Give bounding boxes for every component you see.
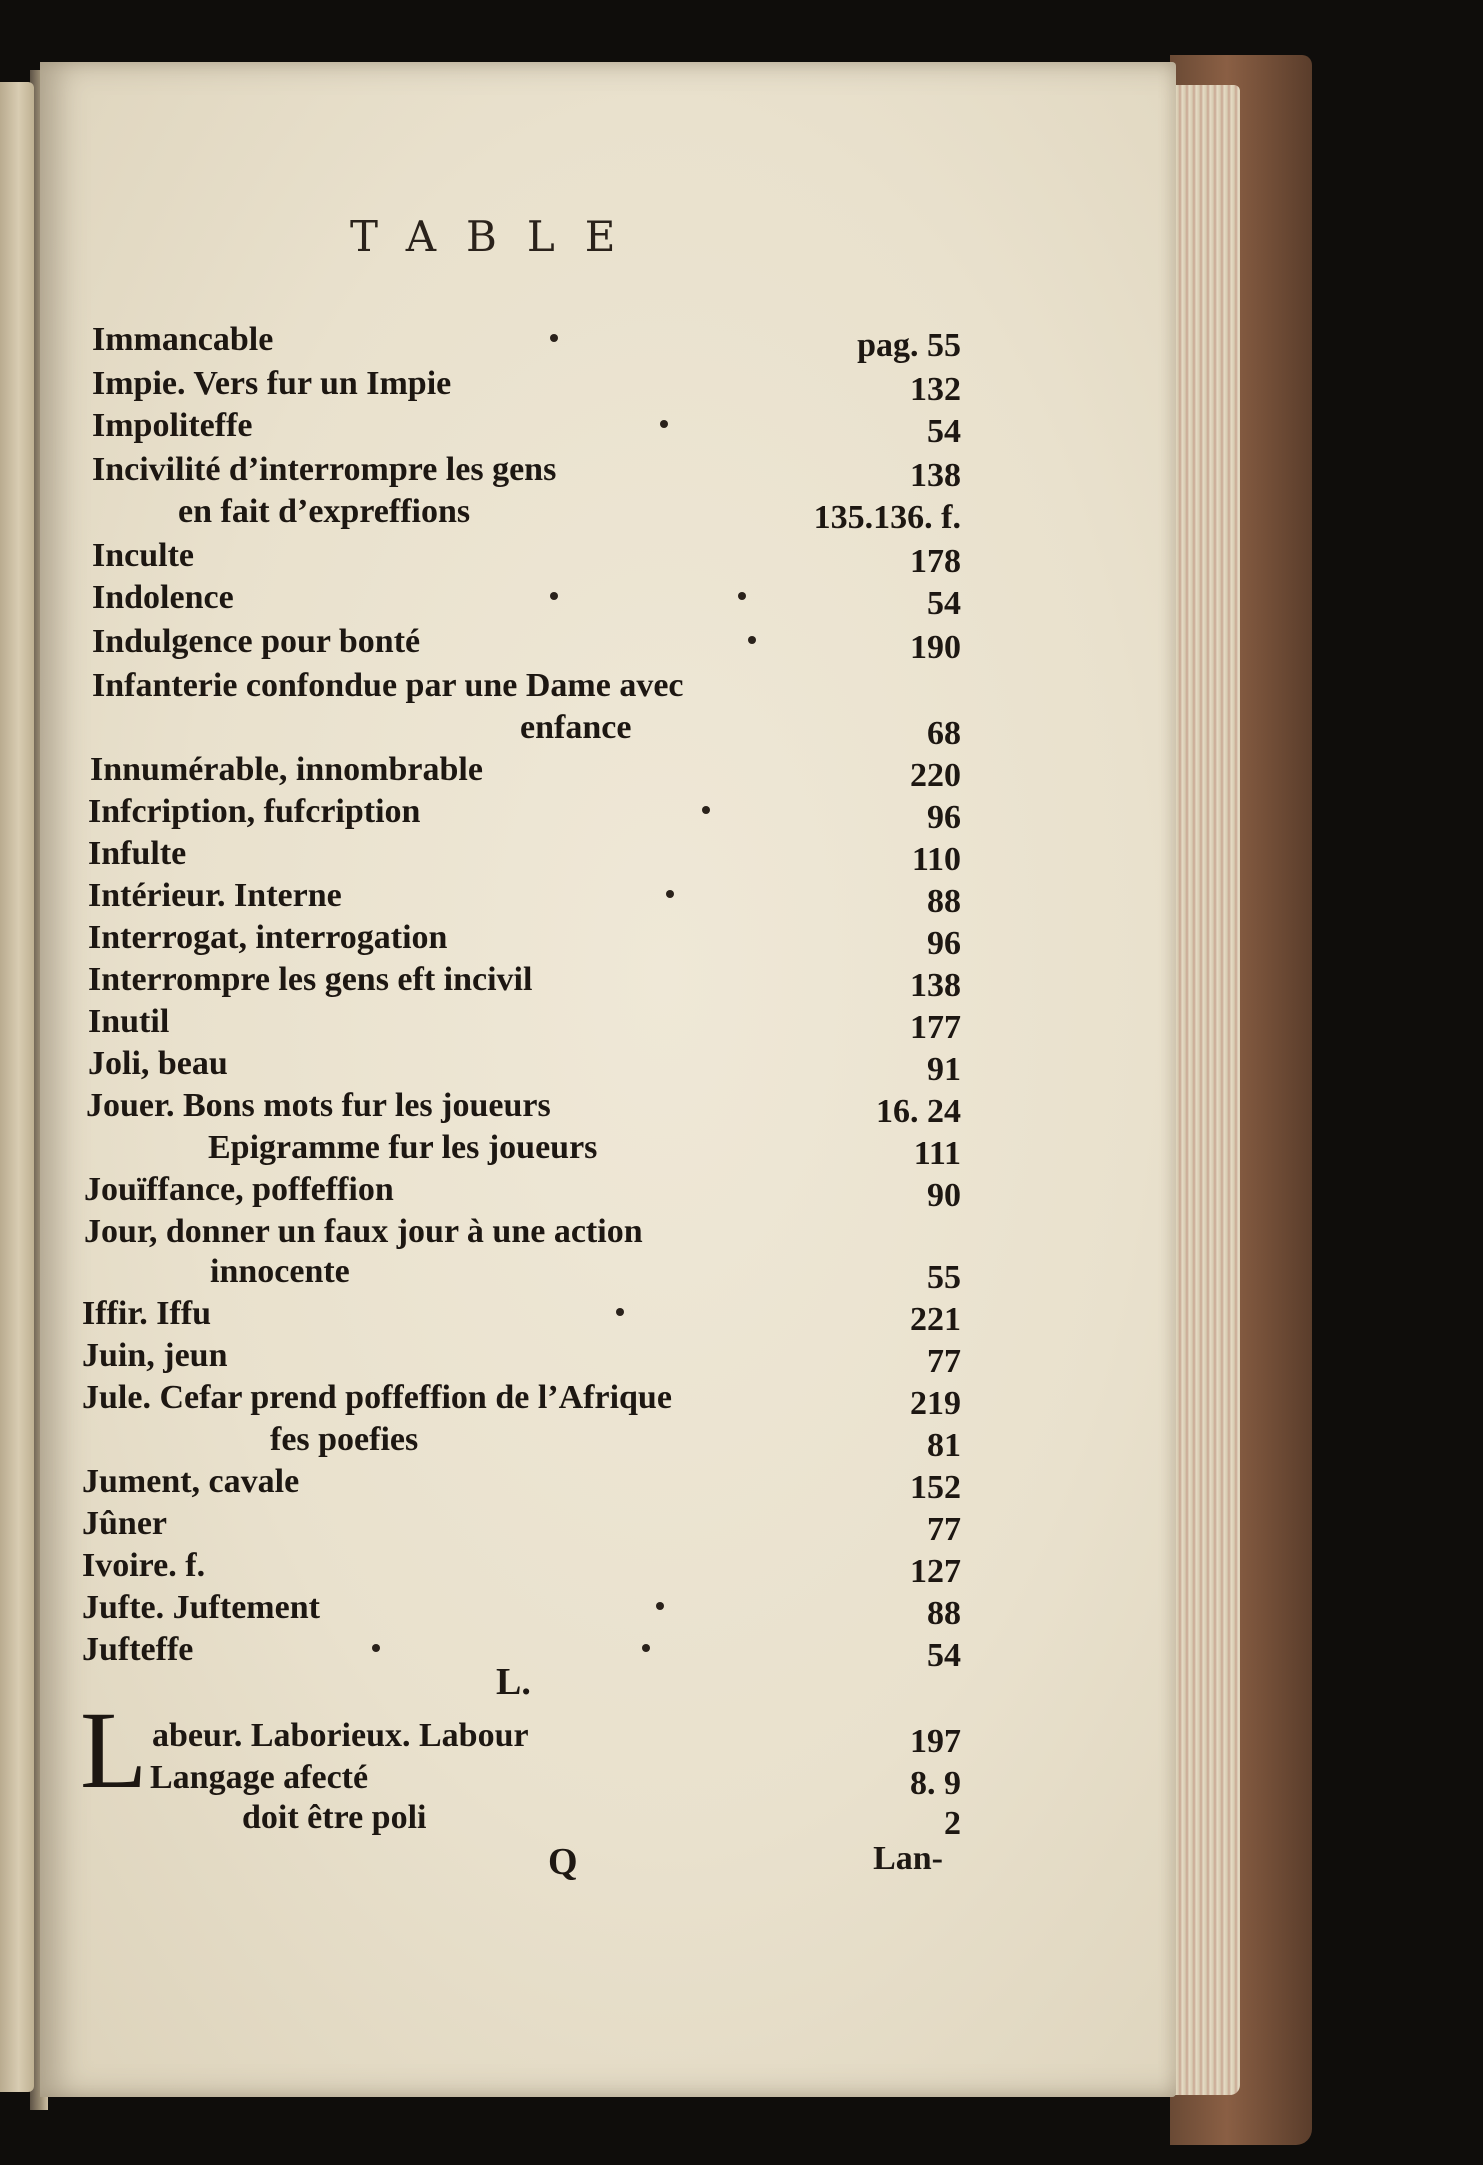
index-term: enfance (520, 709, 632, 746)
index-entry (0, 916, 1483, 962)
page-reference: 132 (910, 371, 961, 408)
index-term: Infcription, fufcription (88, 793, 421, 830)
index-term: abeur. Laborieux. Labour (152, 1717, 529, 1754)
index-term: Incivilité d’interrompre les gens (92, 451, 557, 488)
index-entry (0, 1250, 1483, 1296)
index-term: Joli, beau (88, 1045, 228, 1082)
page-reference: 152 (910, 1469, 961, 1506)
index-entry (0, 832, 1483, 878)
index-term: Jufte. Juftement (82, 1589, 320, 1626)
index-entry (0, 1714, 1483, 1760)
index-term: Jufteffe (82, 1631, 194, 1668)
index-entry (0, 362, 1483, 408)
page-reference: 54 (927, 585, 961, 622)
index-term: Impie. Vers fur un Impie (92, 365, 452, 402)
index-term: Inculte (92, 537, 194, 574)
page-reference: 77 (927, 1511, 961, 1548)
page-reference: 16. 24 (876, 1093, 961, 1130)
index-term: Indulgence pour bonté (92, 623, 421, 660)
index-term: fes poefies (270, 1421, 419, 1458)
catchword: Lan- (873, 1840, 943, 1877)
index-term: Impoliteffe (92, 407, 253, 444)
index-entry (0, 448, 1483, 494)
page-reference: 220 (910, 757, 961, 794)
page-reference: 88 (927, 883, 961, 920)
index-entry (0, 404, 1483, 450)
index-entry (0, 1084, 1483, 1130)
index-entry (0, 706, 1483, 752)
index-term: Jour, donner un faux jour à une action (84, 1213, 643, 1250)
page-reference: 111 (913, 1135, 961, 1172)
index-entry (0, 1460, 1483, 1506)
page-reference: 190 (910, 629, 961, 666)
index-term: innocente (210, 1253, 350, 1290)
index-entry (0, 1502, 1483, 1548)
index-term: Innumérable, innombrable (90, 751, 483, 788)
page-reference: 219 (910, 1385, 961, 1422)
leader-dot (616, 1308, 624, 1316)
leader-dot (660, 420, 668, 428)
signature-mark: Q (548, 1841, 578, 1883)
page-reference: 88 (927, 1595, 961, 1632)
page-reference: 96 (927, 925, 961, 962)
index-term: Jument, cavale (82, 1463, 300, 1500)
index-entry (0, 748, 1483, 794)
page-reference: 197 (910, 1723, 961, 1760)
index-term: en fait d’expreffions (178, 493, 471, 530)
leader-dot (748, 636, 756, 644)
leader-dot (666, 890, 674, 898)
index-entry (0, 534, 1483, 580)
section-letter: L. (496, 1661, 531, 1703)
page-reference: 77 (927, 1343, 961, 1380)
page-reference: 110 (911, 841, 961, 878)
index-entry (0, 1586, 1483, 1632)
index-entry (0, 1334, 1483, 1380)
page-reference: 178 (910, 543, 961, 580)
page-header: TABLE (350, 212, 646, 261)
index-term: Jouer. Bons mots fur les joueurs (86, 1087, 551, 1124)
index-entry (0, 1376, 1483, 1422)
index-entry (0, 620, 1483, 666)
index-term: Infanterie confondue par une Dame avec (92, 667, 684, 704)
page-reference: 96 (927, 799, 961, 836)
index-term: Jouïffance, poffeffion (84, 1171, 394, 1208)
index-term: Langage afecté (150, 1759, 369, 1796)
index-entry (0, 1000, 1483, 1046)
index-term: Interrogat, interrogation (88, 919, 448, 956)
page-reference: 135.136. f. (813, 499, 961, 536)
index-term: Intérieur. Interne (88, 877, 342, 914)
index-entry (0, 1628, 1483, 1674)
index-entry (0, 1292, 1483, 1338)
index-entry (0, 874, 1483, 920)
page-reference: 55 (927, 1259, 961, 1296)
index-entry (0, 1418, 1483, 1464)
page-reference: 2 (944, 1805, 961, 1842)
page-reference: pag. 55 (857, 327, 961, 364)
page-reference: 138 (910, 967, 961, 1004)
index-entry (0, 664, 1483, 710)
index-entry (0, 1168, 1483, 1214)
drop-cap: L (80, 1689, 148, 1811)
index-entry (0, 1544, 1483, 1590)
page-reference: 68 (927, 715, 961, 752)
index-entry (0, 318, 1483, 364)
index-entry (0, 1796, 1483, 1842)
index-entry (0, 1042, 1483, 1088)
leader-dot (656, 1602, 664, 1610)
leader-dot (372, 1644, 380, 1652)
leader-dot (702, 806, 710, 814)
index-term: Inutil (88, 1003, 170, 1040)
index-entry (0, 576, 1483, 622)
index-term: Jûner (82, 1505, 167, 1542)
index-entry (0, 1126, 1483, 1172)
page-reference: 127 (910, 1553, 961, 1590)
index-term: Juin, jeun (82, 1337, 228, 1374)
index-term: Epigramme fur les joueurs (208, 1129, 598, 1166)
page-reference: 90 (927, 1177, 961, 1214)
page-reference: 54 (927, 413, 961, 450)
leader-dot (550, 334, 558, 342)
index-term: Interrompre les gens eft incivil (88, 961, 533, 998)
page-reference: 138 (910, 457, 961, 494)
index-term: Jule. Cefar prend poffeffion de l’Afrique (82, 1379, 672, 1416)
page-reference: 81 (927, 1427, 961, 1464)
leader-dot (738, 592, 746, 600)
index-entry (0, 490, 1483, 536)
index-term: Immancable (92, 321, 274, 358)
page-reference: 54 (927, 1637, 961, 1674)
index-entry (0, 958, 1483, 1004)
index-term: doit être poli (242, 1799, 427, 1836)
index-term: Ivoire. f. (82, 1547, 206, 1584)
index-entry (0, 790, 1483, 836)
page-reference: 91 (927, 1051, 961, 1088)
index-term: Infulte (88, 835, 187, 872)
leader-dot (642, 1644, 650, 1652)
index-term: Indolence (92, 579, 234, 616)
index-term: Iffir. Iffu (82, 1295, 212, 1332)
page-reference: 221 (910, 1301, 961, 1338)
page-reference: 8. 9 (910, 1765, 961, 1802)
page-reference: 177 (910, 1009, 961, 1046)
leader-dot (550, 592, 558, 600)
